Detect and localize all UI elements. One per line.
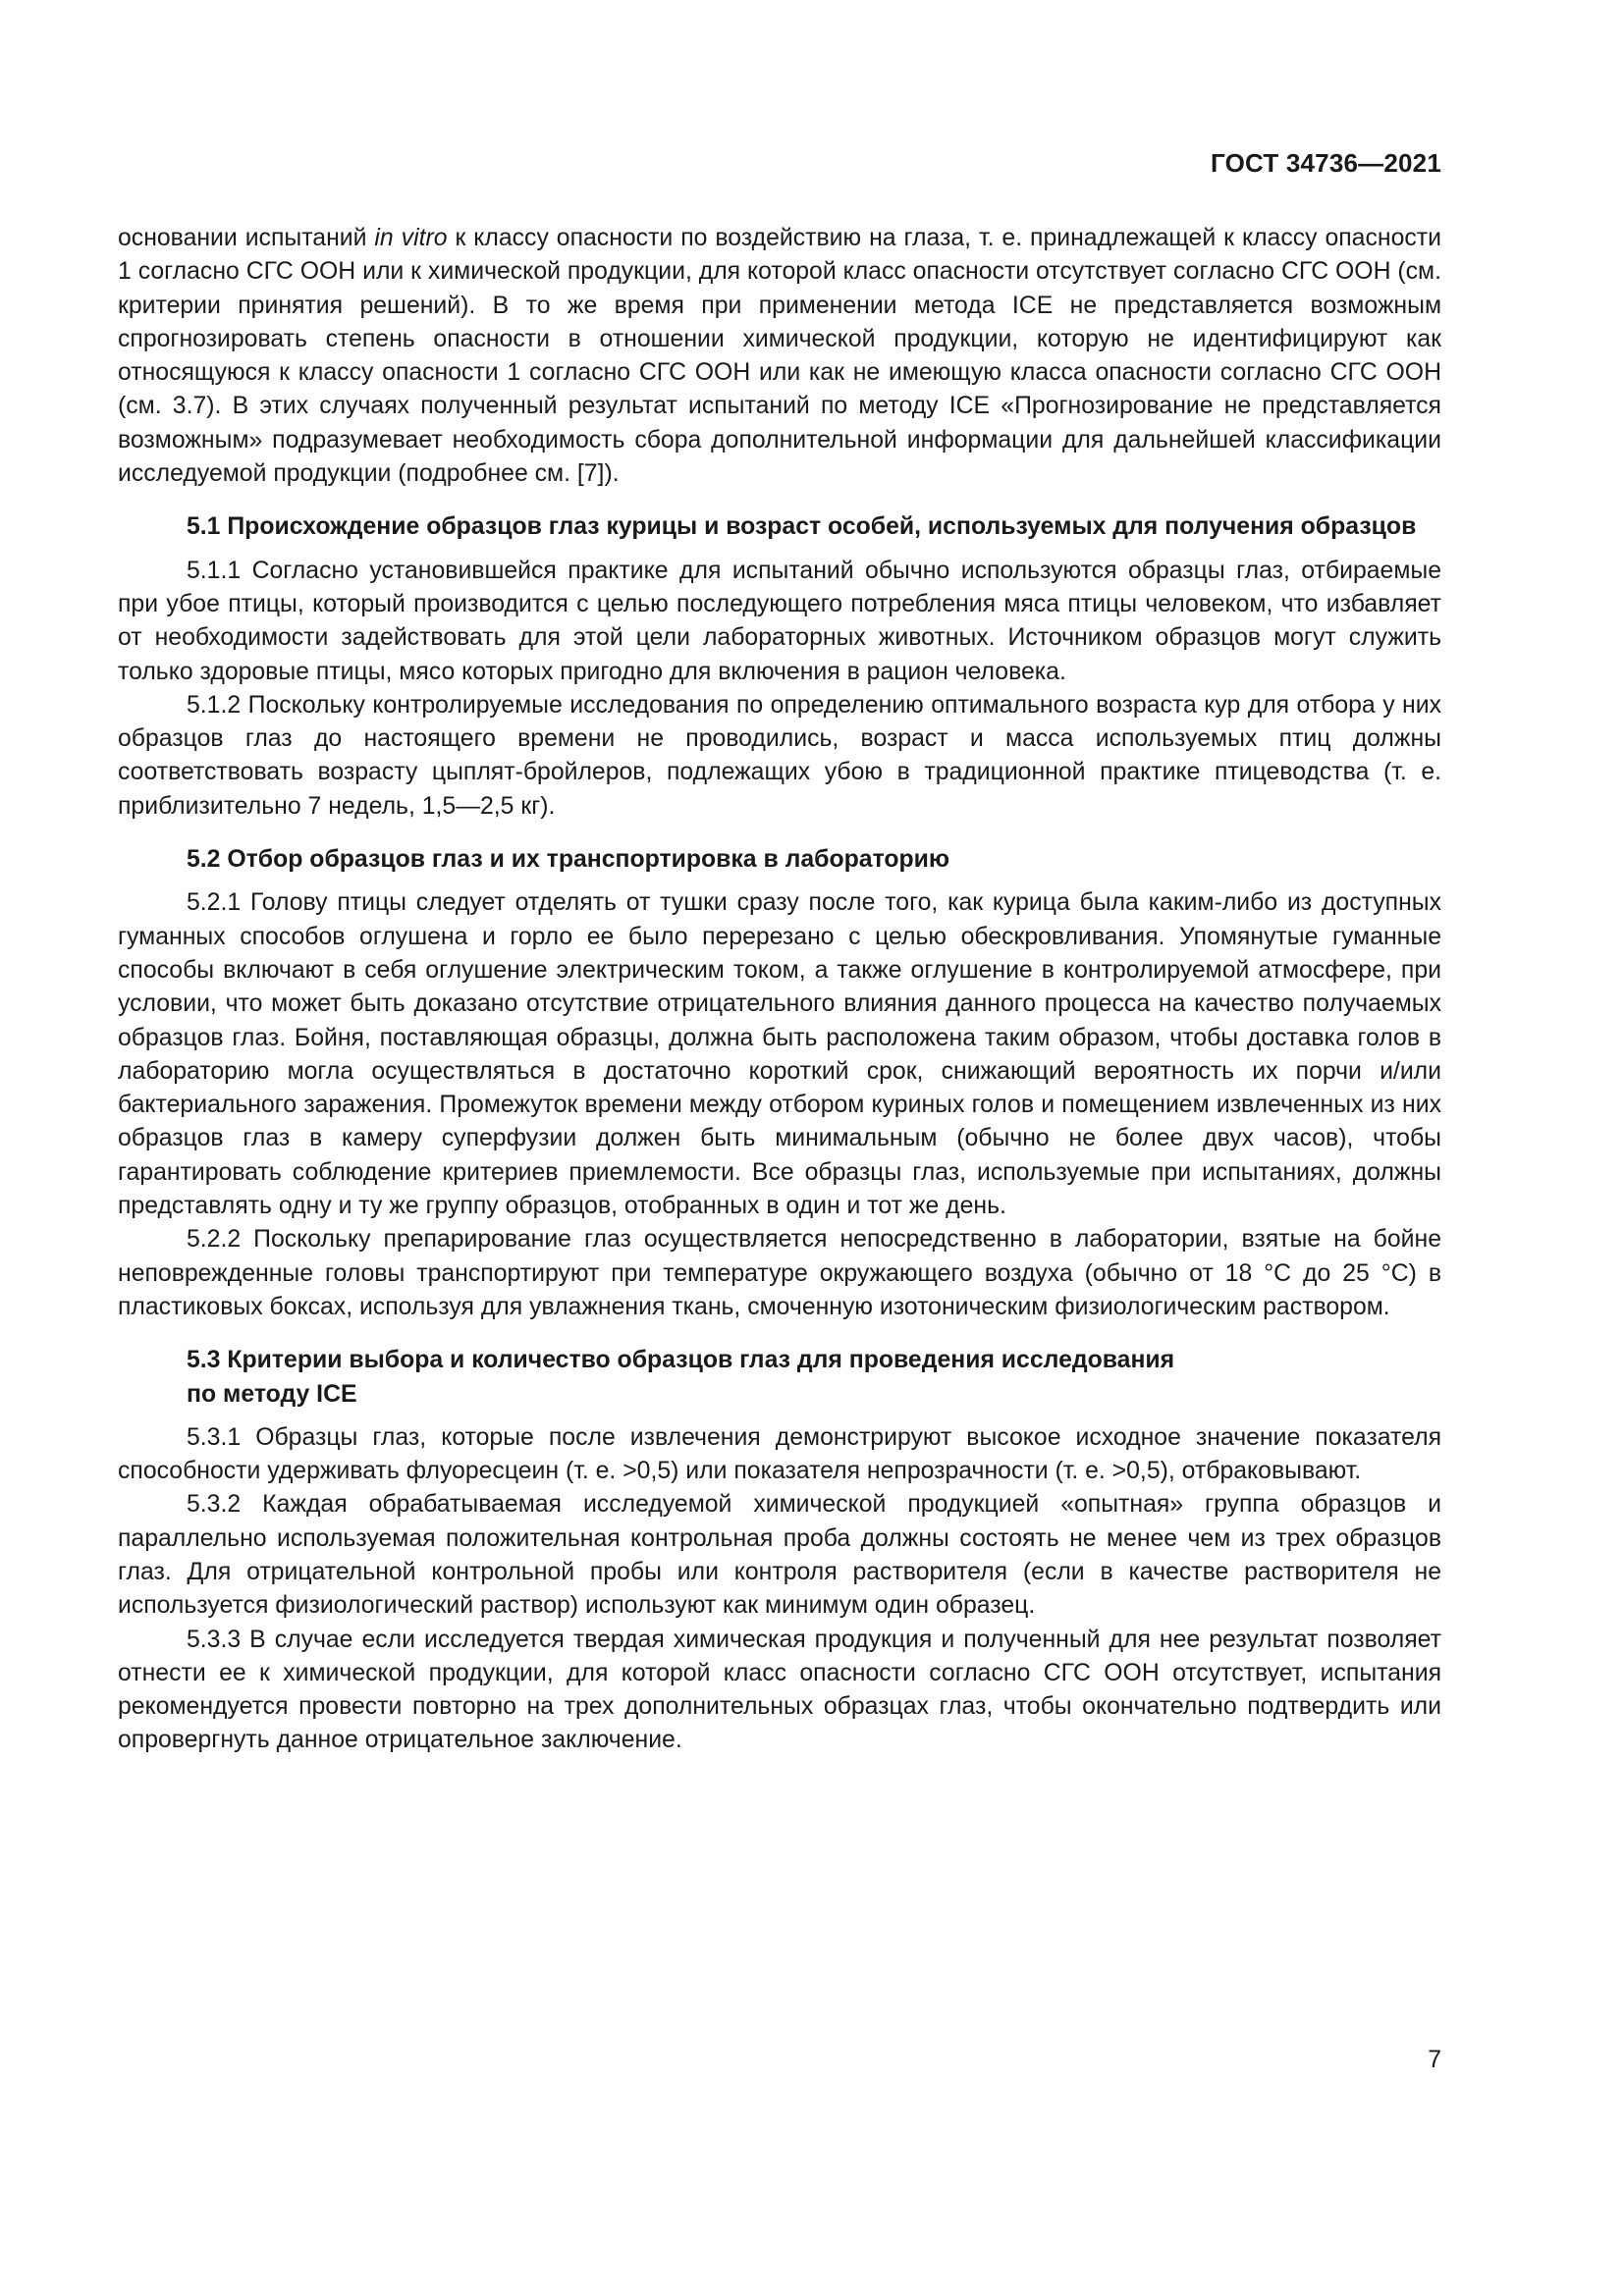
paragraph-5-1-2: 5.1.2 Поскольку контролируемые исследования по определению оптимального возраста кур для отбора у них образцов глаз до настоящего времени не проводились, возраст и масса используемых птиц должны соответствовать возрасту цыплят-бройлеров, подлежащих убою в традиционной практике птицеводства (т. е. приблизительно 7 недель, 1,5—2,5 кг). (118, 691, 1441, 820)
paragraph-5-3-3: 5.3.3 В случае если исследуется твердая химическая продукция и полученный для нее результат позволяет отнести ее к химической продукции, для которой класс опасности согласно СГС ООН отсутствует, испытания рекомендуется провести повторно на трех дополнительных образцах глаз, чтобы окончательно подтвердить или опровергнуть данное отрицательное заключение. (118, 1626, 1441, 1754)
paragraph-5-2-1: 5.2.1 Голову птицы следует отделять от тушки сразу после того, как курица была каким-либо из доступных гуманных способов оглушена и горло ее было перерезано с целью обескровливания. Упомянутые гуманные способы включают в себя оглушение электрическим током, а также оглушение в контролируемой атмосфере, при условии, что может быть доказано отсутствие отрицательного влияния данного процесса на качество получаемых образцов глаз. Бойня, поставляющая образцы, должна быть расположена таким образом, чтобы доставка голов в лабораторию могла осуществляться в достаточно короткий срок, снижающий вероятность их порчи и/или бактериального заражения. Промежуток времени между отбором куриных голов и помещением извлеченных из них образцов глаз в камеру суперфузии должен быть минимальным (обычно не более двух часов), чтобы гарантировать соблюдение критериев приемлемости. Все образцы глаз, используемые при испытаниях, должны представлять одну и ту же группу образцов, отобранных в один и тот же день. (118, 889, 1441, 1220)
section-5-1-heading: 5.1 Происхождение образцов глаз курицы и возраст особей, используемых для получения образцов (187, 513, 1417, 541)
section-5-3-heading (118, 1344, 1441, 1412)
section-5-2-heading: 5.2 Отбор образцов глаз и их транспортировка в лабораторию (187, 846, 950, 874)
paragraph-5-3-1: 5.3.1 Образцы глаз, которые после извлечения демонстрируют высокое исходное значение показателя способности удерживать флуоресцеин (т. е. >0,5) или показателя непрозрачности (т. е. >0,5), отбраковывают. (118, 1423, 1441, 1485)
document-id-header: ГОСТ 34736—2021 (1211, 148, 1441, 178)
intro-paragraph (118, 222, 1441, 491)
section-5-3-heading-line2: по методу ICE (187, 1380, 357, 1408)
section-5-3-heading-line1: 5.3 Критерии выбора и количество образцов глаз для проведения исследования (187, 1347, 1175, 1374)
page-number: 7 (1428, 2047, 1441, 2073)
intro-text-end: к классу опасности по воздействию на глаза, т. е. принадлежащей к классу опасности 1 согласно СГС ООН или к химической продукции, для которой класс опасности отсутствует согласно СГС ООН (см. критерии принятия решений). В то же время при применении метода ICE не представляется возможным спрогнозировать степень опасности в отношении химической продукции, которую не идентифицируют как относящуюся к классу опасности 1 согласно СГС ООН или как не имеющую класса опасности согласно СГС ООН (см. 3.7). В этих случаях полученный результат испытаний по методу ICE «Прогнозирование не представляется возможным» подразумевает необходимость сбора дополнительной информации для дальнейшей классификации исследуемой продукции (подробнее см. [7]). (118, 225, 1441, 488)
paragraph-5-2-2: 5.2.2 Поскольку препарирование глаз осуществляется непосредственно в лаборатории, взятые на бойне неповрежденные головы транспортируют при температуре окружающего воздуха (обычно от 18 °С до 25 °С) в пластиковых боксах, используя для увлажнения ткань, смоченную изотоническим физиологическим раствором. (118, 1226, 1441, 1320)
intro-text-start: основании испытаний (118, 225, 375, 251)
intro-italic-term: in vitro (374, 225, 448, 251)
paragraph-5-1-1: 5.1.1 Согласно установившейся практике для испытаний обычно используются образцы глаз, отбираемые при убое птицы, который производится с целью последующего потребления мяса птицы человеком, что избавляет от необходимости задействовать для этой цели лабораторных животных. Источником образцов могут служить только здоровые птицы, мясо которых пригодно для включения в рацион человека. (118, 557, 1441, 685)
page-body (118, 222, 1441, 1758)
paragraph-5-3-2: 5.3.2 Каждая обрабатываемая исследуемой химической продукцией «опытная» группа образцов и параллельно используемая положительная контрольная проба должны состоять не менее чем из трех образцов глаз. Для отрицательной контрольной пробы или контроля растворителя (если в качестве растворителя не используется физиологический раствор) используют как минимум один образец. (118, 1491, 1441, 1620)
